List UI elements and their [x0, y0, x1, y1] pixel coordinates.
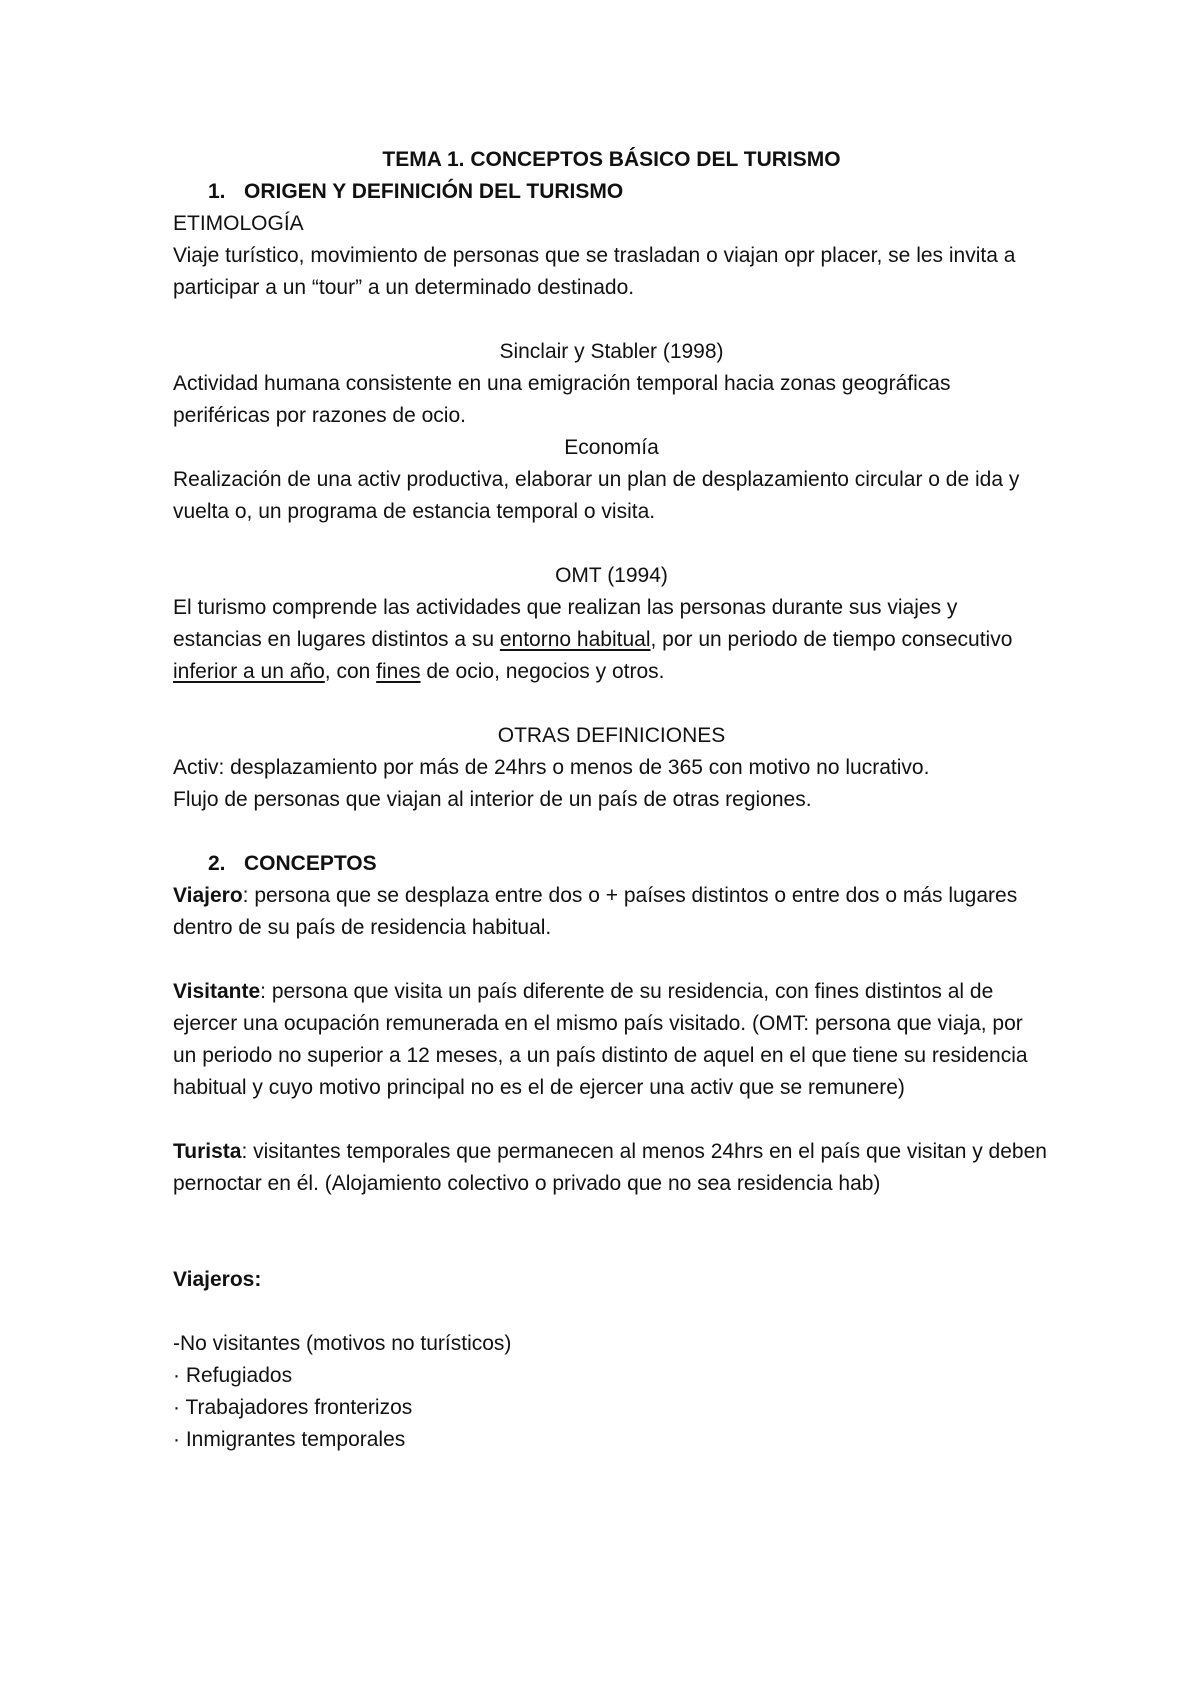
otras-text-1: Activ: desplazamiento por más de 24hrs o menos de 365 con motivo no lucrativo.	[173, 756, 930, 779]
omt-heading: OMT (1994)	[555, 564, 668, 587]
section-label: CONCEPTOS	[244, 852, 377, 875]
definition-term: Visitante	[173, 980, 261, 1003]
list-item: · Trabajadores fronterizos	[173, 1396, 413, 1419]
definition-term: Viajero	[173, 884, 243, 907]
definition-text: : visitantes temporales que permanecen al menos 24hrs en el país que visitan y deben pernoctar en él. (Alojamiento colectivo o privado que no sea residencia hab)	[173, 1140, 1047, 1195]
omt-text-part: El turismo comprende las actividades que realizan las personas durante sus viajes y estancias en lugares distintos a su	[173, 596, 958, 651]
omt-text-part: de ocio, negocios y otros.	[420, 660, 665, 683]
page-title: TEMA 1. CONCEPTOS BÁSICO DEL TURISMO	[382, 148, 841, 171]
definition-text: : persona que se desplaza entre dos o + países distintos o entre dos o más lugares dentro de su país de residencia habitual.	[173, 884, 1018, 939]
otras-heading: OTRAS DEFINICIONES	[497, 724, 726, 747]
visitante-definition	[173, 976, 1050, 1104]
underlined-term: fines	[376, 660, 421, 683]
list-item: -No visitantes (motivos no turísticos)	[173, 1332, 512, 1355]
turista-definition	[173, 1136, 1050, 1200]
etimologia-heading: ETIMOLOGÍA	[173, 212, 304, 235]
omt-text-part: , por un periodo de tiempo consecutivo	[650, 628, 1013, 651]
etimologia-text: Viaje turístico, movimiento de personas que se trasladan o viajan opr placer, se les invita a participar a un “tour” a un determinado destinado.	[173, 244, 1016, 299]
underlined-term: inferior a un año	[173, 660, 325, 683]
section-number: 2.	[208, 852, 226, 875]
section-label: ORIGEN Y DEFINICIÓN DEL TURISMO	[244, 180, 624, 203]
viajero-definition	[173, 880, 1050, 944]
omt-text	[173, 592, 1050, 688]
section-number: 1.	[208, 180, 226, 203]
sinclair-text: Actividad humana consistente en una emigración temporal hacia zonas geográficas periféricas por razones de ocio.	[173, 372, 951, 427]
omt-text-part: , con	[324, 660, 377, 683]
viajeros-heading: Viajeros:	[173, 1268, 262, 1291]
list-item: · Refugiados	[173, 1364, 293, 1387]
definition-term: Turista	[173, 1140, 242, 1163]
section-heading-2	[173, 848, 1050, 880]
economia-heading: Economía	[564, 436, 659, 459]
definition-text: : persona que visita un país diferente de su residencia, con fines distintos al de ejercer una ocupación remunerada en el mismo país visitado. (OMT: persona que viaja, por un periodo no superior a 12 meses, a un país distinto de aquel en el que tiene su residencia habitual y cuyo motivo principal no es el de ejercer una activ que se remunere)	[173, 980, 1028, 1099]
otras-text-2: Flujo de personas que viajan al interior de un país de otras regiones.	[173, 788, 812, 811]
sinclair-heading: Sinclair y Stabler (1998)	[499, 340, 724, 363]
list-item: · Inmigrantes temporales	[173, 1428, 406, 1451]
underlined-term: entorno habitual	[499, 628, 651, 651]
economia-text: Realización de una activ productiva, elaborar un plan de desplazamiento circular o de ida y vuelta o, un programa de estancia temporal o visita.	[173, 468, 1020, 523]
section-heading-1	[173, 176, 1050, 208]
